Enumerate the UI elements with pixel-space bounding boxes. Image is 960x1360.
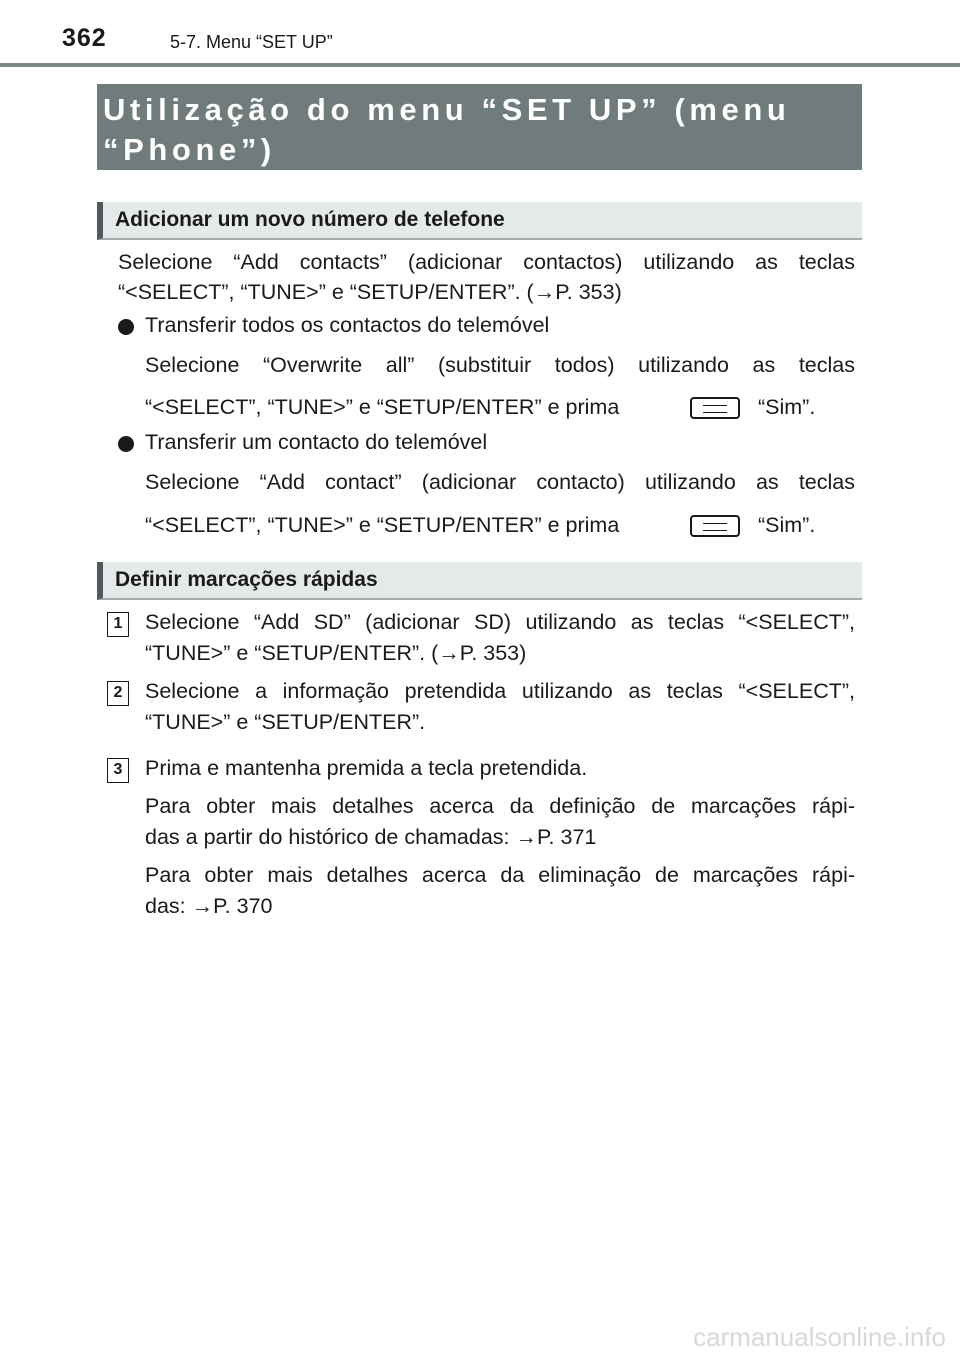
bullet2-title: Transferir um contacto do telemóvel xyxy=(145,430,488,454)
page-title-line1: Utilização do menu “SET UP” (menu xyxy=(103,92,791,127)
bullet1-line2: “<SELECT”, “TUNE>” e “SETUP/ENTER” e prima xyxy=(145,395,620,419)
step1-line2: “TUNE>” e “SETUP/ENTER”. (→P. 353) xyxy=(145,641,527,665)
menu-key-icon xyxy=(690,397,740,419)
page-header xyxy=(0,0,960,70)
menu-key-icon xyxy=(690,515,740,537)
section-path: 5-7. Menu “SET UP” xyxy=(170,32,333,52)
page-number: 362 xyxy=(62,24,107,52)
note2-line1: Para obter mais detalhes acerca da eliminação de marcações rápi- xyxy=(145,863,855,887)
bullet1-line1: Selecione “Overwrite all” (substituir todos) utilizando as teclas xyxy=(145,353,855,377)
note1-line1: Para obter mais detalhes acerca da definição de marcações rápi- xyxy=(145,794,855,818)
page-title-line2: “Phone”) xyxy=(103,132,276,167)
step3-line1: Prima e mantenha premida a tecla pretendida. xyxy=(145,756,588,780)
bullet-icon xyxy=(118,436,134,452)
section1-intro-line1: Selecione “Add contacts” (adicionar contactos) utilizando as teclas xyxy=(118,250,855,274)
step-number: 3 xyxy=(107,758,129,783)
section-heading-speed-dials: Definir marcações rápidas xyxy=(97,562,862,600)
step1-line1: Selecione “Add SD” (adicionar SD) utilizando as teclas “<SELECT”, xyxy=(145,610,855,634)
bullet1-title: Transferir todos os contactos do telemóvel xyxy=(145,313,550,337)
note1-line2: das a partir do histórico de chamadas: →P. 371 xyxy=(145,825,597,849)
section-heading-add-number: Adicionar um novo número de telefone xyxy=(97,202,862,240)
section1-intro-line2: “<SELECT”, “TUNE>” e “SETUP/ENTER”. (→P. 353) xyxy=(118,280,622,304)
step2-line1: Selecione a informação pretendida utilizando as teclas “<SELECT”, xyxy=(145,679,855,703)
step-number: 2 xyxy=(107,681,129,706)
step2-line2: “TUNE>” e “SETUP/ENTER”. xyxy=(145,710,426,734)
bullet1-line2-after: “Sim”. xyxy=(758,395,816,419)
bullet-icon xyxy=(118,319,134,335)
watermark: carmanualsonline.info xyxy=(693,1322,946,1352)
bullet2-line2: “<SELECT”, “TUNE>” e “SETUP/ENTER” e prima xyxy=(145,513,620,537)
page-title-box xyxy=(97,84,862,170)
header-rule xyxy=(0,63,960,67)
bullet2-line1: Selecione “Add contact” (adicionar contacto) utilizando as teclas xyxy=(145,470,855,494)
bullet2-line2-after: “Sim”. xyxy=(758,513,816,537)
step-number: 1 xyxy=(107,612,129,637)
note2-line2: das: →P. 370 xyxy=(145,894,273,918)
